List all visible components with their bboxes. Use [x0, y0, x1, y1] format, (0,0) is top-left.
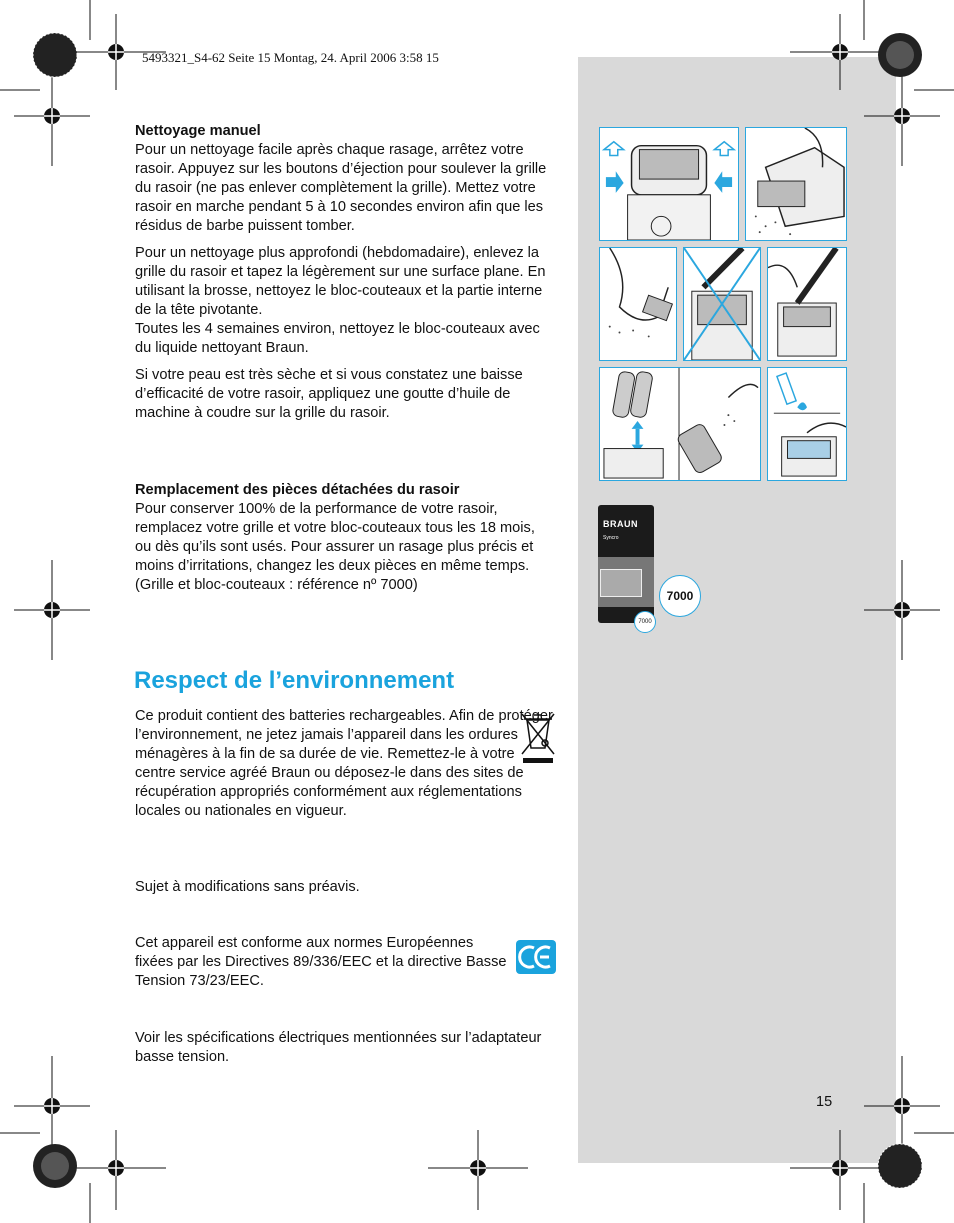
illustration-brush-cutter [767, 247, 847, 361]
model-number-callout: 7000 [659, 575, 701, 617]
manual-cleaning-paragraph-3: Si votre peau est très sèche et si vous constatez une baisse d’efficacité de votre rasoir, appliquez une goutte d’huile de machine à coudre sur la grille du rasoir. [135, 367, 523, 421]
manual-cleaning-paragraph-2a: Pour un nettoyage plus approfondi (hebdomadaire), enlevez la grille du rasoir et tapez la légèrement sur une surface plane. En utilisant la brosse, nettoyez le bloc-couteaux et la partie interne de la tête pivotante. [135, 245, 546, 318]
replacement-pack-image [598, 505, 654, 623]
replacement-heading: Remplacement des pièces détachées du rasoir [135, 482, 460, 498]
manual-cleaning-heading: Nettoyage manuel [135, 123, 261, 139]
ce-mark-icon [516, 940, 556, 974]
page-number: 15 [816, 1094, 833, 1110]
replacement-paragraph-1: Pour conserver 100% de la performance de votre rasoir, remplacez votre grille et votre bloc-couteaux tous les 18 mois, ou dès qu’ils sont usés. Pour assurer un rasage plus précis et moins d’irritations, changez les deux pièces en même temps. [135, 501, 535, 574]
environment-title: Respect de l’environnement [134, 667, 455, 694]
illustration-do-not-brush-foil [683, 247, 761, 361]
modifications-notice: Sujet à modifications sans préavis. [135, 879, 360, 895]
illustration-remove-foil [599, 247, 677, 361]
pack-window [598, 557, 654, 607]
illustration-tap-foil [745, 127, 847, 241]
illustration-release-buttons [599, 127, 739, 241]
conformity-paragraph: Cet appareil est conforme aux normes Européennes fixées par les Directives 89/336/EEC et la directive Basse Tension 73/23/EEC. [135, 935, 507, 989]
electrical-note: Voir les spécifications électriques mentionnées sur l’adaptateur basse tension. [135, 1030, 542, 1065]
manual-cleaning-section [135, 122, 555, 423]
environment-paragraph: Ce produit contient des batteries rechargeables. Afin de protéger l’environnement, ne jetez jamais l’appareil dans les ordures ménagères à la fin de sa durée de vie. Remettez-le à votre centre service agréé Braun ou déposez-le dans des sites de récupération appropriés conformément aux réglementations locales ou nationales en vigueur. [135, 708, 553, 819]
illustration-cleaning-spray [599, 367, 761, 481]
illustration-oil-foil [767, 367, 847, 481]
replacement-section [135, 481, 555, 595]
manual-cleaning-paragraph-1: Pour un nettoyage facile après chaque rasage, arrêtez votre rasoir. Appuyez sur les boutons d’éjection pour soulever la grille du rasoir (ne pas enlever complètement la grille). Mettez votre rasoir en marche pendant 5 à 10 secondes environ afin que les résidus de barbe puissent tomber. [135, 142, 547, 234]
pack-model-badge: 7000 [634, 611, 656, 633]
replacement-paragraph-2: (Grille et bloc-couteaux : référence nº 7000) [135, 577, 418, 593]
manual-cleaning-paragraph-2b: Toutes les 4 semaines environ, nettoyez le bloc-couteaux avec du liquide nettoyant Braun. [135, 321, 540, 356]
pack-subbrand-label: Syncro [603, 535, 619, 541]
crossed-bin-icon [518, 710, 556, 766]
print-slug: 5493321_S4-62 Seite 15 Montag, 24. April 2006 3:58 15 [142, 50, 439, 65]
pack-brand-label: BRAUN [603, 519, 638, 529]
